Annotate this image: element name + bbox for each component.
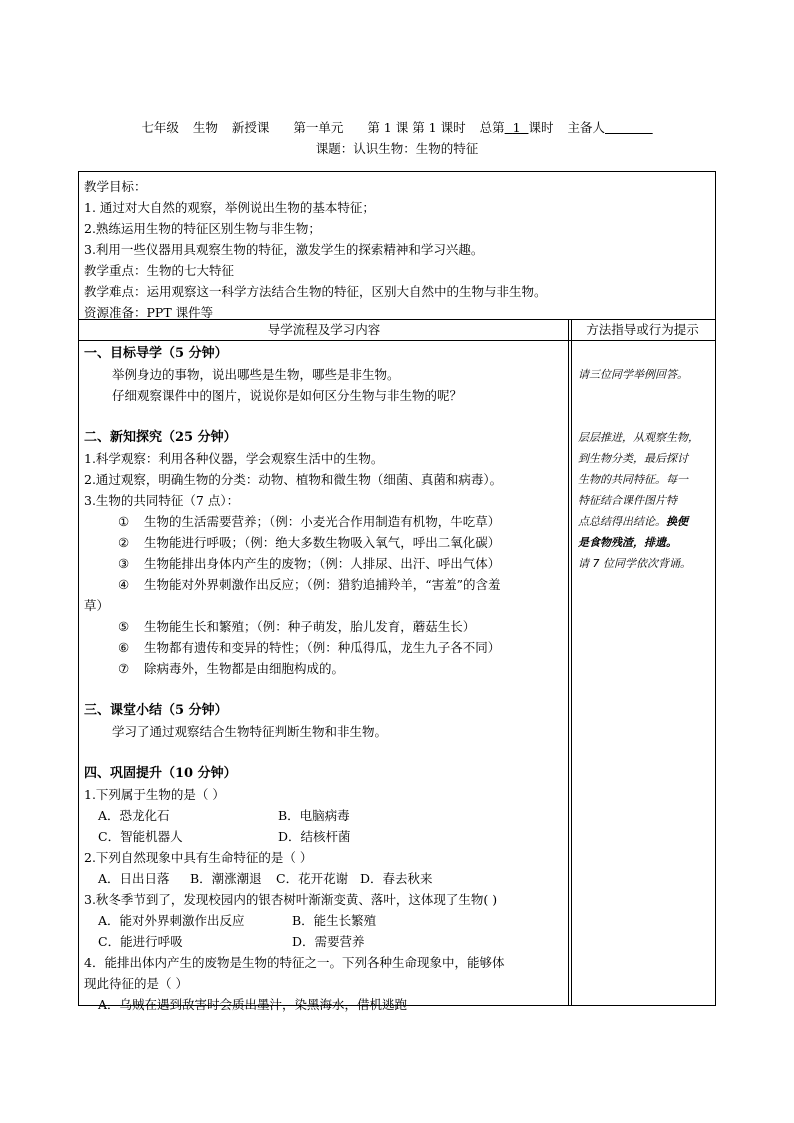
header-lesson-type: 新授课 — [231, 120, 270, 135]
option-row: A．日出日落 B．潮涨潮退 C．花开花谢 D．春去秋来 — [98, 871, 433, 886]
main-content — [84, 343, 566, 1015]
option-row: A．能对外界刺激作出反应 B．能生长繁殖 — [98, 913, 377, 928]
hint-text: 请 7 位同学依次背诵。 — [578, 557, 691, 570]
question: 1.下列属于生物的是（ ） — [84, 787, 225, 802]
section-title: 一、目标导学（5 分钟） — [84, 346, 228, 361]
text-line: 2.通过观察，明确生物的分类：动物、植物和微生物（细菌、真菌和病毒）。 — [84, 472, 503, 487]
header-grade: 七年级 — [141, 120, 179, 135]
goals-title: 教学目标： — [84, 179, 147, 194]
text-line: 举例身边的事物，说出哪些是生物，哪些是非生物。 — [112, 367, 400, 382]
feature-item: ⑥ 生物都有遗传和变异的特性；（例：种瓜得瓜，龙生九子各不同） — [118, 640, 501, 655]
goal-item: 1. 通过对大自然的观察，举例说出生物的基本特征； — [84, 200, 375, 215]
text-line: 学习了通过观察结合生物特征判断生物和非生物。 — [112, 724, 388, 739]
hint-text: 是食物残渣，排遗。 — [578, 536, 677, 549]
text-line: 3.生物的共同特征（7 点）： — [84, 493, 240, 508]
column-divider — [568, 320, 569, 1006]
resources: 资源准备：PPT 课件等 — [84, 305, 214, 320]
key-point: 教学重点：生物的七大特征 — [84, 263, 235, 278]
hint-text: 层层推进，从观察生物， — [578, 431, 699, 444]
feature-item: ⑤ 生物能生长和繁殖；（例：种子萌发，胎儿发育，蘑菇生长） — [118, 619, 476, 634]
feature-item-cont: 草） — [84, 598, 110, 613]
section-title: 四、巩固提升（10 分钟） — [84, 766, 237, 781]
goal-item: 2.熟练运用生物的特征区别生物与非生物； — [84, 221, 321, 236]
header-lesson: 第 1 课 — [367, 120, 409, 135]
hint-text: 生物的共同特征。每一 — [578, 473, 688, 486]
question: 4．能排出体内产生的废物是生物的特征之一。下列各种生命现象中，能够体 — [84, 955, 505, 970]
column-header-main: 导学流程及学习内容 — [267, 322, 381, 337]
column-divider — [571, 320, 572, 1006]
question: 2.下列自然现象中具有生命特征的是（ ） — [84, 850, 313, 865]
section-title: 三、课堂小结（5 分钟） — [84, 703, 228, 718]
column-header-side: 方法指导或行为提示 — [586, 322, 699, 337]
text-line: 仔细观察课件中的图片，说说你是如何区分生物与非生物的呢？ — [112, 388, 463, 403]
hint-text: 特征结合课件图片特 — [578, 494, 677, 507]
section-title: 二、新知探究（25 分钟） — [84, 430, 237, 445]
option-row: A．恐龙化石 B．电脑病毒 — [98, 808, 350, 823]
option-row: C．智能机器人 D．结核杆菌 — [98, 829, 351, 844]
feature-item: ① 生物的生活需要营养；（例：小麦光合作用制造有机物，牛吃草） — [118, 514, 501, 529]
goal-item: 3.利用一些仪器用具观察生物的特征，激发学生的探索精神和学习兴趣。 — [84, 242, 484, 257]
teaching-goals — [79, 172, 715, 320]
feature-item: ⑦ 除病毒外，生物都是由细胞构成的。 — [118, 661, 345, 676]
hint-text: 点总结得出结论。换便 — [578, 515, 688, 528]
lesson-header — [0, 120, 794, 136]
lesson-table — [78, 171, 716, 1012]
feature-item: ④ 生物能对外界刺激作出反应；（例：猎豹追捕羚羊，“害羞”的含羞 — [118, 577, 501, 592]
feature-item: ② 生物能进行呼吸；（例：绝大多数生物吸入氧气，呼出二氧化碳） — [118, 535, 501, 550]
hint-text: 请三位同学举例回答。 — [578, 368, 688, 381]
hint-text: 到生物分类，最后探讨 — [578, 452, 688, 465]
header-total-num: 1 — [512, 120, 521, 135]
option-row: A．乌贼在遇到敌害时会质出墨汁，染黑海水，借机逃跑 — [98, 997, 408, 1012]
question: 3.秋冬季节到了，发现校园内的银杏树叶渐渐变黄、落叶，这体现了生物( ) — [84, 892, 498, 907]
header-total-prefix: 总第 — [479, 120, 505, 135]
header-preparer: 主备人 — [567, 120, 605, 135]
question: 现此待征的是（ ） — [84, 976, 188, 991]
column-header-row — [79, 320, 715, 341]
header-subject: 生物 — [192, 120, 218, 135]
header-preparer-blank — [605, 120, 653, 135]
lesson-topic: 课题：认识生物：生物的特征 — [315, 141, 479, 156]
text-line: 1.科学观察：利用各种仪器，学会观察生活中的生物。 — [84, 451, 384, 466]
difficulty: 教学难点：运用观察这一科学方法结合生物的特征，区别大自然中的生物与非生物。 — [84, 284, 547, 299]
option-row: C．能进行呼吸 D．需要营养 — [98, 934, 365, 949]
feature-item: ③ 生物能排出身体内产生的废物；（例：人排尿、出汗、呼出气体） — [118, 556, 501, 571]
hint-column — [578, 343, 714, 574]
header-period: 第 1 课时 — [412, 120, 466, 135]
header-total-suffix: 课时 — [528, 120, 554, 135]
header-unit: 第一单元 — [293, 120, 344, 135]
